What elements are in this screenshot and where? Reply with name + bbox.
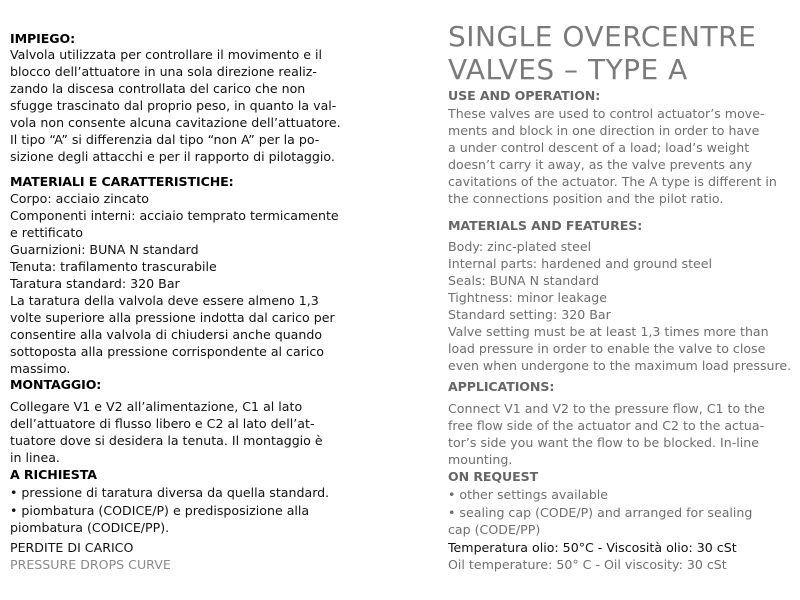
impiego-line: sfugge trascinato dal proprio peso, in quanto la val- <box>10 98 337 113</box>
applications-line: mounting. <box>448 452 513 467</box>
materiali-line: volte superiore alla pressione indotta dal carico per <box>10 310 335 325</box>
impiego-line: zando la discesa controllata del carico che non <box>10 81 306 96</box>
materiali-line: consentire alla valvola di chiudersi anche quando <box>10 327 323 342</box>
impiego-line: Il tipo “A” si differenzia dal tipo “non A” per la po- <box>10 132 320 147</box>
request-line: • sealing cap (CODE/P) and arranged for sealing <box>448 505 753 520</box>
materiali-line: sottoposta alla pressione corrispondente al carico <box>10 344 324 359</box>
use-line: ments and block in one direction in order to have <box>448 123 760 138</box>
request-line: • other settings available <box>448 487 609 502</box>
use-heading: USE AND OPERATION: <box>448 88 601 103</box>
materiali-line: Tenuta: trafilamento trascurabile <box>10 259 217 274</box>
applications-line: tor’s side you want the flow to be blocked. In-line <box>448 435 759 450</box>
impiego-line: blocco dell’attuatore in una sola direzione realiz- <box>10 64 317 79</box>
richiesta-line: • piombatura (CODICE/P) e predisposizione alla <box>10 503 310 518</box>
montaggio-heading: MONTAGGIO: <box>10 377 102 392</box>
richiesta-heading: A RICHIESTA <box>10 467 97 482</box>
montaggio-line: in linea. <box>10 450 60 465</box>
request-heading: ON REQUEST <box>448 469 539 484</box>
materiali-heading: MATERIALI E CARATTERISTICHE: <box>10 174 234 189</box>
materiali-line: Componenti interni: acciaio temprato termicamente <box>10 208 339 223</box>
request-line: cap (CODE/PP) <box>448 522 541 537</box>
applications-heading: APPLICATIONS: <box>448 379 555 394</box>
materiali-line: La taratura della valvola deve essere almeno 1,3 <box>10 293 319 308</box>
montaggio-line: tuatore dove si desidera la tenuta. Il montaggio è <box>10 433 323 448</box>
use-line: doesn’t carry it away, as the valve prevents any <box>448 157 753 172</box>
materials-line: Seals: BUNA N standard <box>448 273 599 288</box>
materials-line: Valve setting must be at least 1,3 times more than <box>448 324 769 339</box>
impiego-line: vola non consente alcuna cavitazione dell’attuatore. <box>10 115 341 130</box>
materials-line: Body: zinc-plated steel <box>448 239 592 254</box>
materials-line: Standard setting: 320 Bar <box>448 307 611 322</box>
temperature-italian: Temperatura olio: 50°C - Viscosità olio: 30 cSt <box>448 540 737 555</box>
montaggio-line: Collegare V1 e V2 all’alimentazione, C1 al lato <box>10 399 303 414</box>
pressure-drops-label: PRESSURE DROPS CURVE <box>10 557 171 572</box>
applications-line: Connect V1 and V2 to the pressure flow, C1 to the <box>448 401 765 416</box>
materiali-line: Taratura standard: 320 Bar <box>10 276 180 291</box>
materials-heading: MATERIALS AND FEATURES: <box>448 218 643 233</box>
use-line: a under control descent of a load; load’s weight <box>448 140 750 155</box>
materials-line: load pressure in order to enable the valve to close <box>448 341 766 356</box>
montaggio-line: dell’attuatore di flusso libero e C2 al lato dell’at- <box>10 416 315 431</box>
materials-line: even when undergone to the maximum load pressure. <box>448 358 792 373</box>
richiesta-line: • pressione di taratura diversa da quella standard. <box>10 485 330 500</box>
use-line: the connections position and the pilot ratio. <box>448 191 724 206</box>
materiali-line: massimo. <box>10 361 71 376</box>
materiali-line: Guarnizioni: BUNA N standard <box>10 242 199 257</box>
impiego-line: sizione degli attacchi e per il rapporto di pilotaggio. <box>10 149 335 164</box>
materials-line: Tightness: minor leakage <box>448 290 607 305</box>
perdite-label: PERDITE DI CARICO <box>10 540 134 555</box>
page-title-line2: VALVES – TYPE A <box>448 53 688 86</box>
materiali-line: Corpo: acciaio zincato <box>10 191 149 206</box>
page-title-line1: SINGLE OVERCENTRE <box>448 20 757 53</box>
impiego-line: Valvola utilizzata per controllare il movimento e il <box>10 47 323 62</box>
temperature-english: Oil temperature: 50° C - Oil viscosity: 30 cSt <box>448 557 727 572</box>
impiego-heading: IMPIEGO: <box>10 31 76 46</box>
use-line: cavitations of the actuator. The A type is different in <box>448 174 777 189</box>
richiesta-line: piombatura (CODICE/PP). <box>10 520 170 535</box>
applications-line: free flow side of the actuator and C2 to the actua- <box>448 418 765 433</box>
materiali-line: e rettificato <box>10 225 83 240</box>
materials-line: Internal parts: hardened and ground steel <box>448 256 713 271</box>
use-line: These valves are used to control actuator’s move- <box>448 106 765 121</box>
